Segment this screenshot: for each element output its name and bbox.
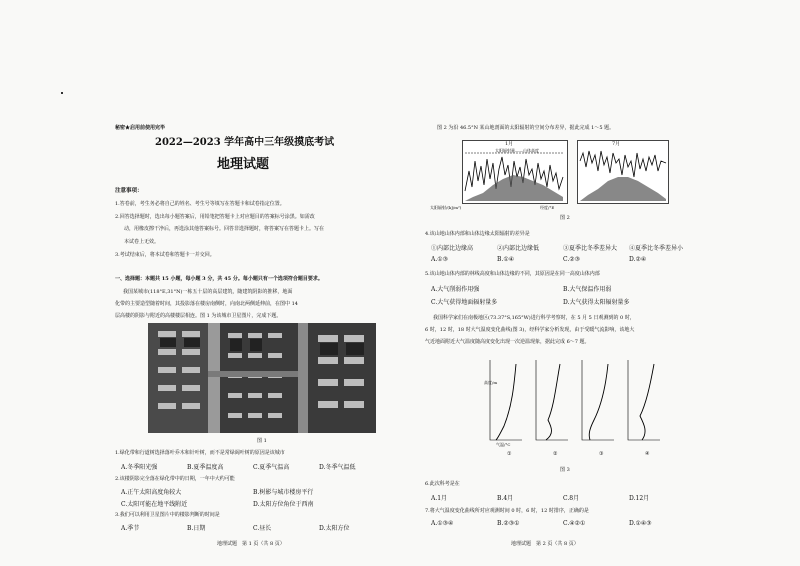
intro-line-b: 化带的主要造型随着时间，其投影落在楼房南侧时，向南北两侧延伸前，在图中 14 — [115, 301, 298, 307]
fig2-intro: 图 2 为沿 46.5°N 某山地剖面的太阳辐射的空间分布差异，据此完成 1～5 题。 — [437, 125, 615, 131]
q5-option-d: D.大气获得太阳辐射量多 — [563, 299, 630, 306]
q3-option-a: A.季节 — [121, 525, 140, 532]
exam-year-title: 2022—2023 学年高中三年级摸底考试 — [155, 137, 335, 148]
q5-option-b: B.大气保温作用弱 — [563, 286, 612, 293]
fig3-panel-3: ③ — [599, 451, 604, 457]
q4-option-a: A.①③ — [431, 256, 448, 263]
q7-option-c: C.④②① — [563, 520, 586, 527]
q5-option-c: C.大气获得地面辐射量多 — [431, 299, 498, 306]
q1-option-b: B.夏季温度高 — [187, 464, 224, 471]
q7-option-d: D.①④③ — [629, 520, 652, 527]
q1-option-c: C.夏季气温高 — [253, 464, 290, 471]
figure-2-caption: 图 2 — [560, 215, 570, 221]
intro2-line-a: 我国科学家们在南极地区(73.37°S,165°W)进行科学考察时，在 5 月 5 日观测到的 0 时， — [433, 315, 635, 321]
q4-option-b: B.①④ — [497, 256, 515, 263]
q1-option-a: A.冬季阳光强 — [121, 464, 158, 471]
question-4: 4.该山地山体内部和山体边缘太阳辐射的差异是 — [425, 231, 530, 237]
page-1-footer: 地理试题 第 1 页（共 8 页） — [217, 541, 285, 547]
q3-option-c: C.昼长 — [253, 525, 272, 532]
intro2-line-b: 6 时，12 时，18 时大气温度变化曲线(图 3)，经科学家分析发现，由于受暖气流影响，该地大 — [425, 327, 635, 333]
q4-statement-4: ④夏季比冬季差异小 — [629, 245, 684, 252]
question-1: 1.绿化带和行道树选择落叶乔木和针叶树，而不是常绿阔叶树的原因是该城市 — [115, 450, 285, 456]
chart-legend-jan: 太阳辐射量——山体高度 — [495, 148, 539, 153]
notice-2a: 2.回答选择题时，选出每小题答案后，用铅笔把答题卡上对应题目的答案标号涂黑。如需改 — [115, 214, 315, 220]
q6-option-a: A.1月 — [431, 495, 448, 502]
q5-option-a: A.大气削弱作用强 — [431, 286, 480, 293]
q2-option-c: C.太阳可能在地平线附近 — [121, 501, 188, 508]
chart-jul-title: 7月 — [612, 141, 621, 147]
q2-option-a: A.正午太阳高度角较大 — [121, 489, 182, 496]
fig3-xlabel: 气温/°C — [496, 442, 511, 447]
section-heading: 一、选择题：本题共 15 小题，每小题 3 分，共 45 分。每小题只有一个选项符合题目要求。 — [115, 276, 323, 282]
q2-option-b: B.树影与城市楼房平行 — [253, 489, 314, 496]
scan-speck — [61, 92, 63, 94]
question-6: 6.此次科考是在 — [425, 481, 460, 487]
fig3-ylabel: 高度/m — [484, 380, 498, 385]
question-3: 3.我们可以利用卫星图片中的楼影判断的时间是 — [115, 512, 220, 518]
intro-line-c: 层高楼的阴影与附近的高楼楼层相连。图 1 为该城市卫星图片，完成下题。 — [115, 313, 282, 319]
intro-line-a: 我国某城市(118°E,31°N)一栋五十层的高层建筑，随建筑阴影的推移，地面 — [123, 289, 293, 295]
q6-option-d: D.12月 — [629, 495, 650, 502]
q4-statement-3: ③夏季比冬季差异大 — [563, 245, 618, 252]
q7-option-b: B.②③① — [497, 520, 520, 527]
q4-statement-2: ②内部比边缘低 — [497, 245, 540, 252]
figure-3-caption: 图 3 — [560, 467, 570, 473]
notice-2b: 动，用橡皮擦干净后，再选涂其他答案标号。回答非选择题时，将答案写在答题卡上。写在 — [124, 226, 325, 232]
q3-option-d: D.太阳方位 — [319, 525, 350, 532]
q3-option-b: B.日期 — [187, 525, 206, 532]
q7-option-a: A.①③④ — [431, 520, 454, 527]
radiation-chart-jul — [577, 140, 669, 204]
page-2-footer: 地理试题 第 2 页（共 8 页） — [511, 541, 579, 547]
chart-xlabel: 经度/°E — [540, 205, 555, 210]
figure-1-caption: 图 1 — [257, 438, 267, 444]
fig3-panel-4: ④ — [645, 451, 650, 457]
fig3-panel-1: ① — [507, 451, 512, 457]
q4-statement-1: ①内部比边缘高 — [431, 245, 474, 252]
intro2-line-c: 气近地面附近大气温度随高度变化出现一次逆温现象，据此完成 6～7 题。 — [425, 339, 590, 345]
q6-option-b: B.4月 — [497, 495, 514, 502]
chart-jan-title: 1月 — [505, 141, 514, 147]
satellite-photo — [148, 323, 376, 433]
q6-option-c: C.8月 — [563, 495, 580, 502]
q1-option-d: D.冬季气温低 — [319, 464, 356, 471]
chart-ylabel: 太阳辐射/(kJ/m²) — [430, 205, 462, 210]
notice-1: 1.答卷前，考生务必将自己的姓名、考生号等填写在答题卡和试卷指定位置。 — [115, 201, 285, 207]
q4-option-c: C.②③ — [563, 256, 581, 263]
q2-option-d: D.太阳方位角位于西南 — [253, 501, 314, 508]
question-2: 2.该楼阴影完全落在绿化带中的日期，一年中大约可能 — [115, 476, 235, 482]
notice-3: 3.考试结束后，将本试卷和答题卡一并交回。 — [115, 252, 215, 258]
secret-label: 秘密★启用前使用完毕 — [115, 125, 166, 131]
q4-option-d: D.②④ — [629, 256, 647, 263]
figure-3 — [482, 356, 672, 456]
question-5: 5.该山地山体内部的林线高度和山体边缘的不同，其原因是在同一高度山体内部 — [425, 271, 600, 277]
fig3-panel-2: ② — [553, 451, 558, 457]
question-7: 7.将大气温度变化曲线所对应观测时间 0 时，6 时，12 时排序，正确的是 — [425, 508, 589, 514]
notice-heading: 注意事项： — [115, 188, 143, 194]
notice-2c: 本试卷上无效。 — [124, 239, 160, 245]
subject-title: 地理试题 — [217, 157, 270, 172]
